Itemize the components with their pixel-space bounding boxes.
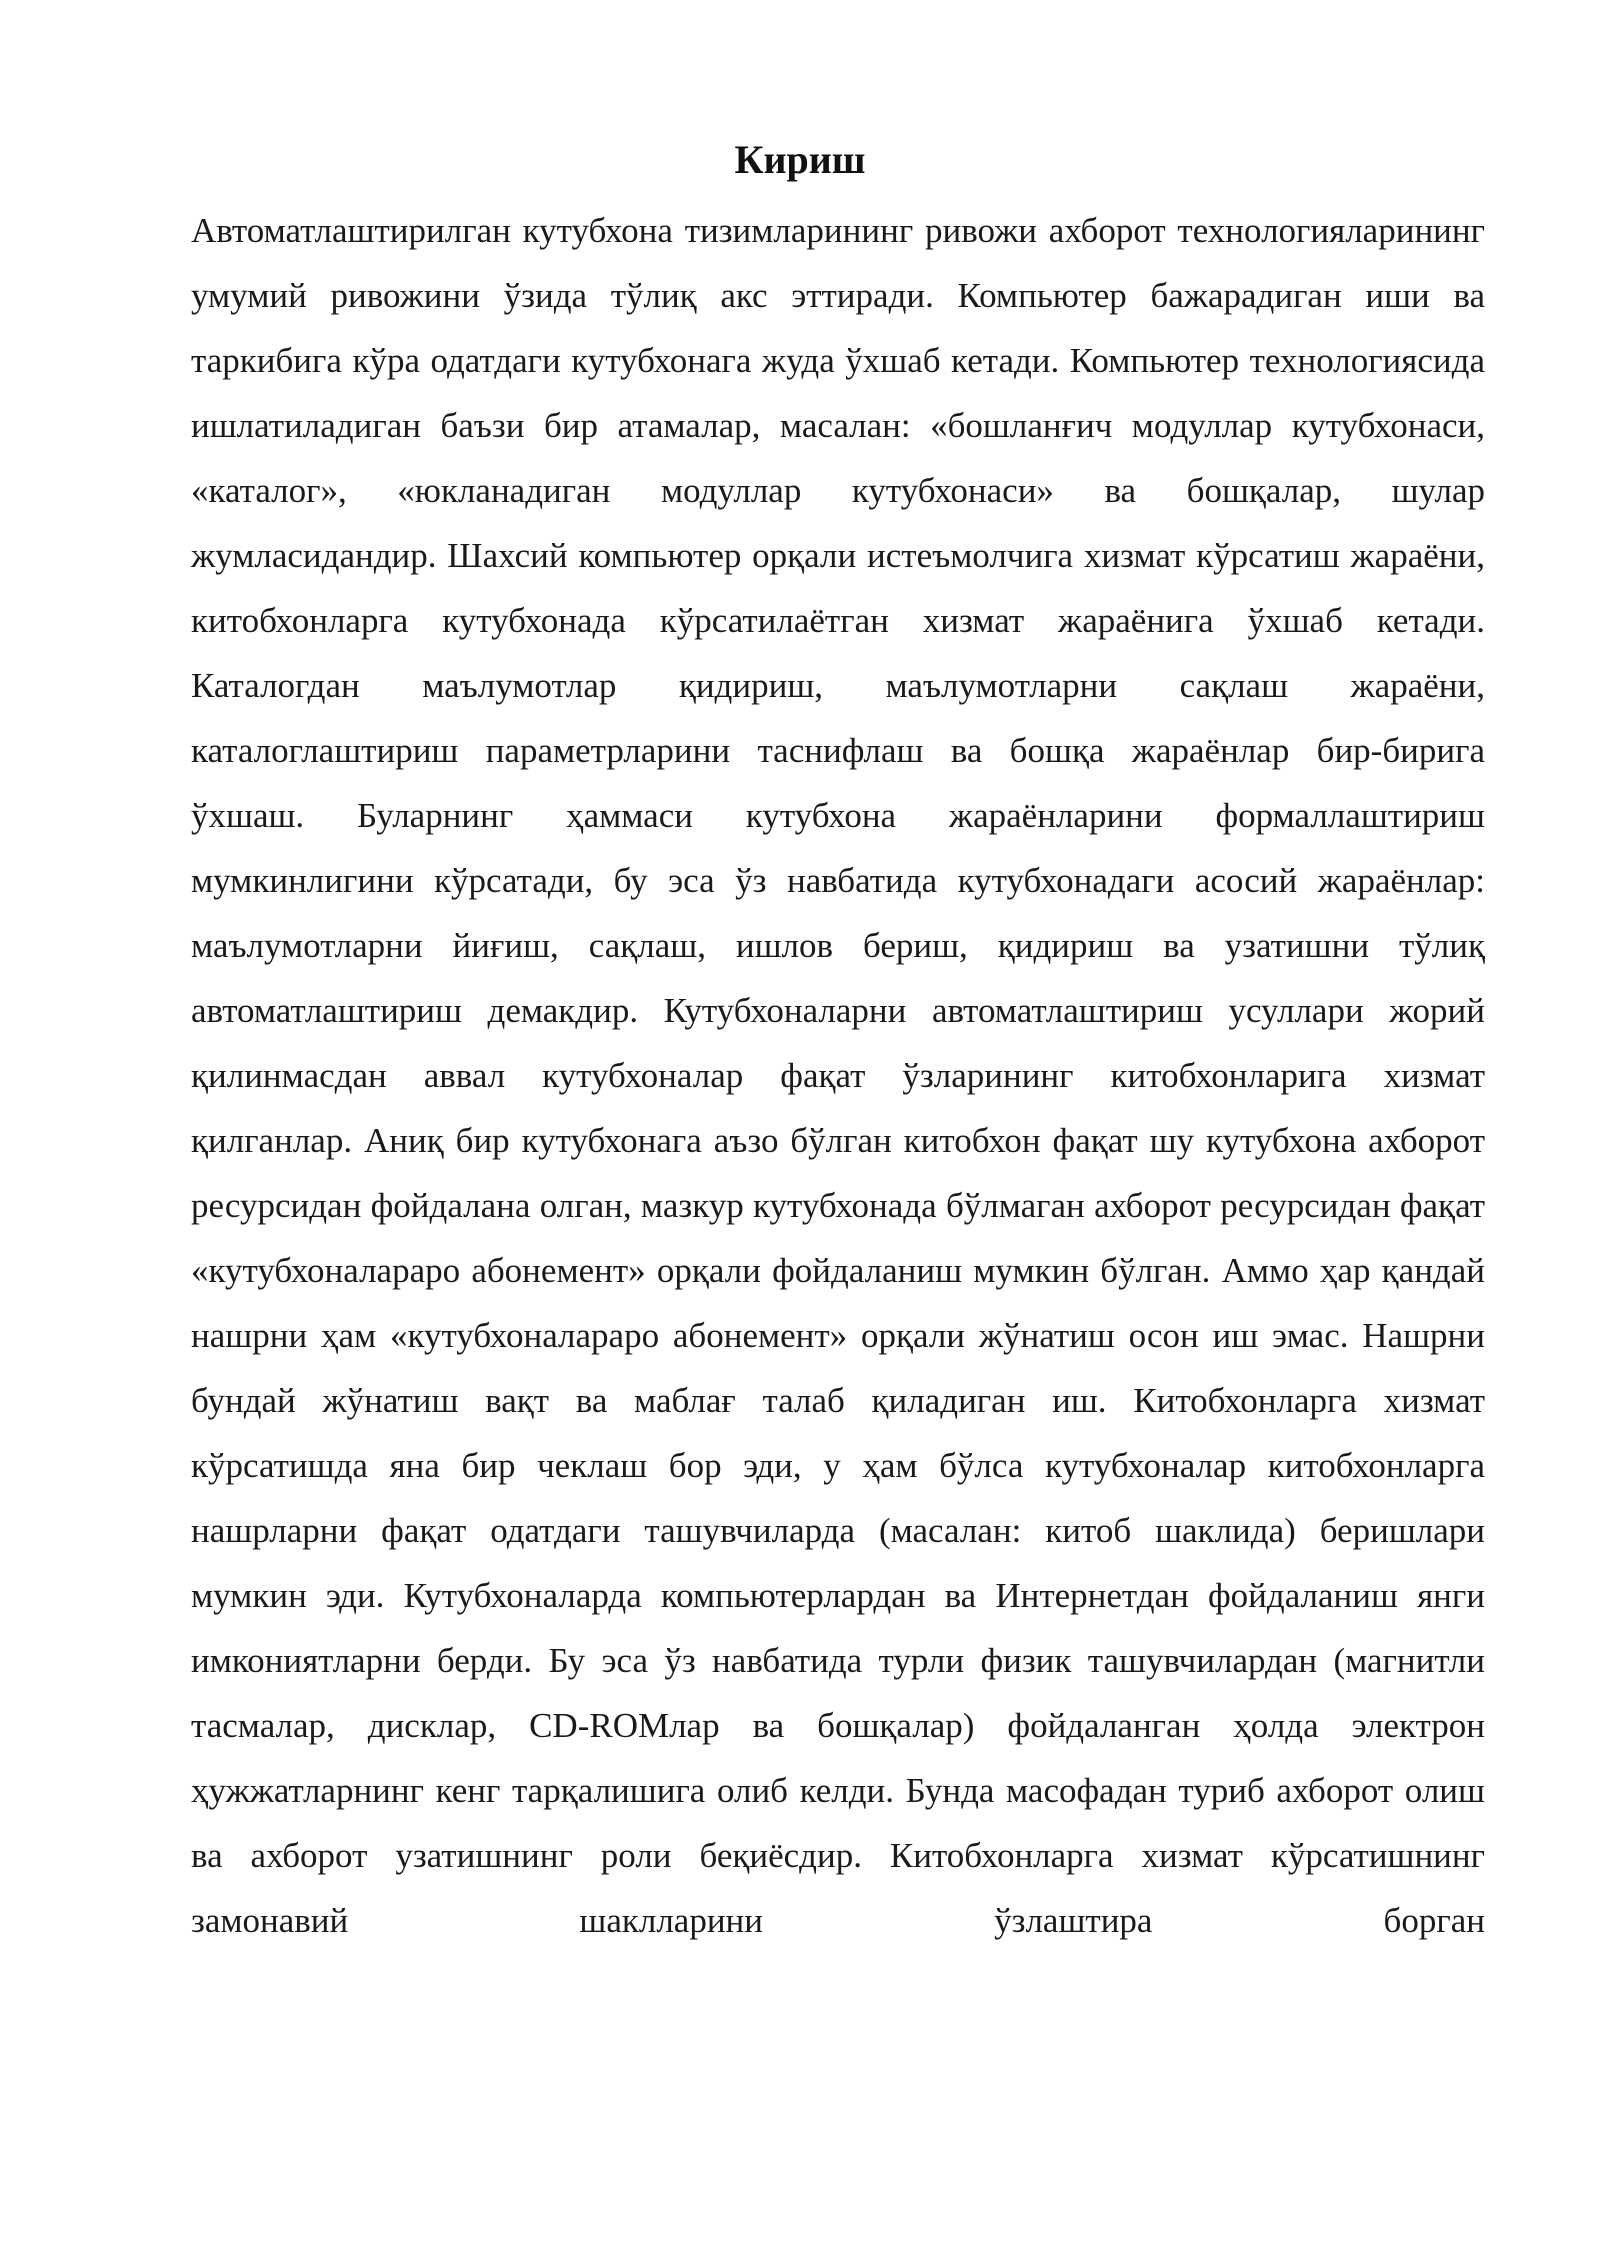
body-paragraph: Автоматлаштирилган кутубхона тизимларининг ривожи ахборот технологияларининг умумий ривожини ўзида тўлиқ акс эттиради. Компьютер бажарадиган иши ва таркибига кўра одатдаги кутубхонага жуда ўхшаб кетади. Компьютер технологиясида ишлатиладиган баъзи бир атамалар, масалан: «бошланғич модуллар кутубхонаси, «каталог», «юкланадиган модуллар кутубхонаси» ва бошқалар, шулар жумласидандир. Шахсий компьютер орқали истеъмолчига хизмат кўрсатиш жараёни, китобхонларга кутубхонада кўрсатилаётган хизмат жараёнига ўхшаб кетади. Каталогдан маълумотлар қидириш, маълумотларни сақлаш жараёни, каталоглаштириш параметрларини таснифлаш ва бошқа жараёнлар бир-бирига ўхшаш. Буларнинг ҳаммаси кутубхона жараёнларини формаллаштириш мумкинлигини кўрсатади, бу эса ўз навбатида кутубхонадаги асосий жараёнлар: маълумотларни йиғиш, сақлаш, ишлов бериш, қидириш ва узатишни тўлиқ автоматлаштириш демакдир. Кутубхоналарни автоматлаштириш усуллари жорий қилинмасдан аввал кутубхоналар фақат ўзларининг китобхонларига хизмат қилганлар. Аниқ бир кутубхонага аъзо бўлган китобхон фақат шу кутубхона ахборот ресурсидан фойдалана олган, мазкур кутубхонада бўлмаган ахборот ресурсидан фақат «кутубхоналараро абонемент» орқали фойдаланиш мумкин бўлган. Аммо ҳар қандай нашрни ҳам «кутубхоналараро абонемент» орқали жўнатиш осон иш эмас. Нашрни бундай жўнатиш вақт ва маблағ талаб қиладиган иш. Китобхонларга хизмат кўрсатишда яна бир чеклаш бор эди, у ҳам бўлса кутубхоналар китобхонларга нашрларни фақат одатдаги ташувчиларда (масалан: китоб шаклида) беришлари мумкин эди. Кутубхоналарда компьютерлардан ва Интернетдан фойдаланиш янги имкониятларни берди. Бу эса ўз навбатида турли физик ташувчилардан (магнитли тасмалар, дисклар, CD-ROMлар ва бошқалар) фойдаланган ҳолда электрон ҳужжатларнинг кенг тарқалишига олиб келди. Бунда масофадан туриб ахборот олиш ва ахборот узатишнинг роли беқиёсдир. Китобхонларга хизмат кўрсатишнинг замонавий шаклларини ўзлаштира борган	[191, 211, 1485, 1940]
page-title: Кириш	[734, 137, 866, 182]
